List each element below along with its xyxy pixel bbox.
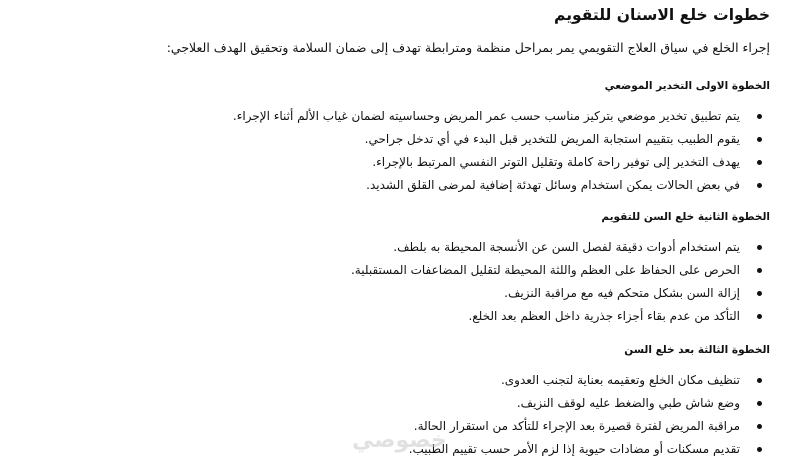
- intro-paragraph: إجراء الخلع في سياق العلاج التقويمي يمر بمراحل منظمة ومترابطة تهدف إلى ضمان السلامة وتحقيق الهدف العلاجي:: [166, 40, 770, 55]
- list-item-text: الحرص على الحفاظ على العظم واللثة المحيطة لتقليل المضاعفات المستقبلية.: [350, 263, 740, 277]
- list-item: [409, 369, 762, 392]
- bullet-icon: [757, 137, 762, 142]
- list-item-text: يتم تطبيق تخدير موضعي بتركيز مناسب حسب عمر المريض وحساسيته لضمان غياب الألم أثناء الإجراء.: [232, 109, 740, 123]
- bullet-icon: [757, 160, 762, 165]
- bullet-icon: [757, 114, 762, 119]
- bullet-icon: [757, 314, 762, 319]
- bullet-icon: [757, 268, 762, 273]
- list-item: [409, 392, 762, 415]
- step-1-list: [233, 105, 762, 197]
- bullet-icon: [757, 401, 762, 406]
- list-item: [233, 151, 762, 174]
- list-item-text: مراقبة المريض لفترة قصيرة بعد الإجراء للتأكد من استقرار الحالة.: [413, 419, 740, 433]
- document-title: خطوات خلع الاسنان للتقويم: [554, 6, 770, 24]
- bullet-icon: [757, 424, 762, 429]
- list-item: [409, 438, 762, 461]
- list-item-text: يهدف التخدير إلى توفير راحة كاملة وتقليل التوتر النفسي المرتبط بالإجراء.: [372, 155, 740, 169]
- list-item-text: تنظيف مكان الخلع وتعقيمه بعناية لتجنب العدوى.: [500, 373, 740, 387]
- list-item-text: يتم استخدام أدوات دقيقة لفصل السن عن الأنسجة المحيطة به بلطف.: [393, 240, 740, 254]
- step-2-heading: الخطوة الثانية خلع السن للتقويم: [601, 211, 770, 223]
- step-3-list: [409, 369, 762, 461]
- bullet-icon: [757, 183, 762, 188]
- list-item: [351, 259, 762, 282]
- list-item-text: تقديم مسكنات أو مضادات حيوية إذا لزم الأمر حسب تقييم الطبيب.: [408, 442, 740, 456]
- bullet-icon: [757, 378, 762, 383]
- list-item: [233, 128, 762, 151]
- list-item: [351, 236, 762, 259]
- list-item: [351, 282, 762, 305]
- list-item: [351, 305, 762, 328]
- bullet-icon: [757, 291, 762, 296]
- list-item-text: وضع شاش طبي والضغط عليه لوقف النزيف.: [516, 396, 740, 410]
- list-item-text: إزالة السن بشكل متحكم فيه مع مراقبة النزيف.: [504, 286, 740, 300]
- step-1-heading: الخطوة الاولى التخدير الموضعي: [604, 80, 770, 92]
- list-item: [409, 415, 762, 438]
- list-item-text: في بعض الحالات يمكن استخدام وسائل تهدئة إضافية لمرضى القلق الشديد.: [366, 178, 740, 192]
- list-item: [233, 174, 762, 197]
- list-item-text: يقوم الطبيب بتقييم استجابة المريض للتخدير قبل البدء في أي تدخل جراحي.: [364, 132, 740, 146]
- step-2-list: [351, 236, 762, 328]
- list-item-text: التأكد من عدم بقاء أجزاء جذرية داخل العظم بعد الخلع.: [468, 309, 740, 323]
- list-item: [233, 105, 762, 128]
- step-3-heading: الخطوة الثالثة بعد خلع السن: [624, 344, 770, 356]
- watermark: خصوصي: [352, 428, 447, 453]
- bullet-icon: [757, 447, 762, 452]
- bullet-icon: [757, 245, 762, 250]
